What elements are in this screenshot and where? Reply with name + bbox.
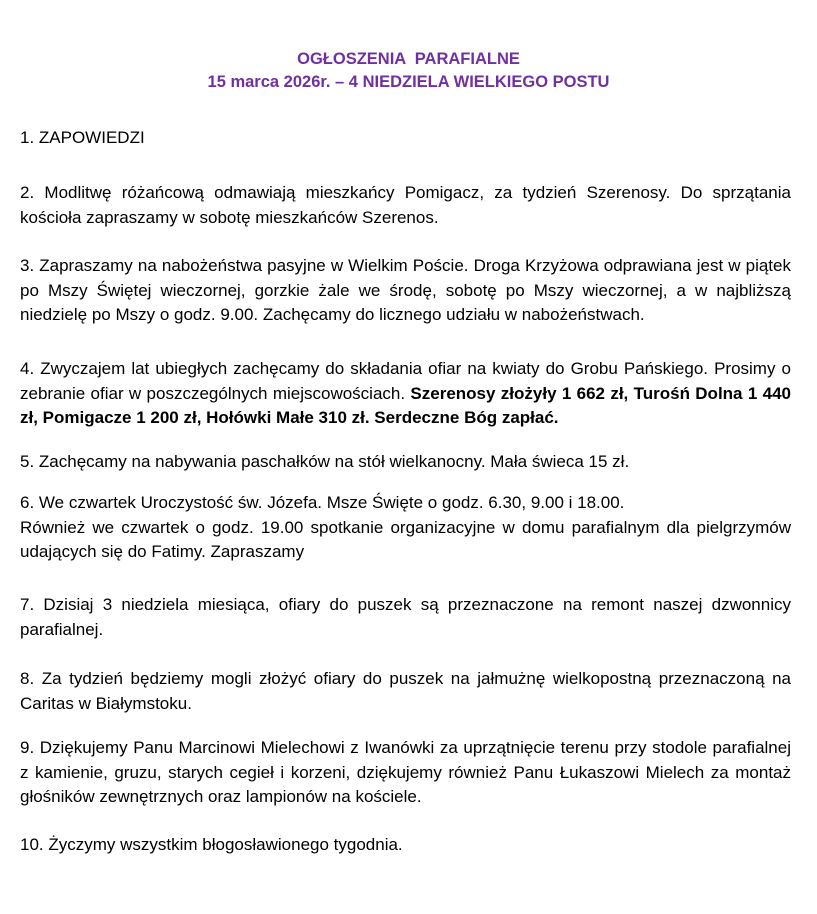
announcement-item-2: [20, 181, 791, 230]
announcement-text: 8. Za tydzień będziemy mogli złożyć ofiary do puszek na jałmużnę wielkopostną przeznaczoną na Caritas w Białymstoku.: [20, 669, 791, 713]
announcement-bold-text: Szerenosy złożyły 1 662 zł, Turośń Dolna 1 440 zł, Pomigacze 1 200 zł, Hołówki Małe 310 zł. Serdeczne Bóg zapłać.: [20, 383, 791, 427]
announcement-text: 10. Życzymy wszystkim błogosławionego tygodnia.: [20, 835, 403, 854]
announcement-text: 6. We czwartek Uroczystość św. Józefa. Msze Święte o godz. 6.30, 9.00 i 18.00.: [20, 493, 625, 512]
announcement-text: 3. Zapraszamy na nabożeństwa pasyjne w Wielkim Poście. Droga Krzyżowa odprawiana jest w piątek po Mszy Świętej wieczornej, gorzkie żale we środę, sobotę po Mszy wieczornej, a w najbliższą niedzielę po Mszy o godz. 9.00. Zachęcamy do licznego udziału w nabożeństwach.: [20, 256, 791, 324]
page-title: OGŁOSZENIA PARAFIALNE: [297, 50, 520, 68]
announcement-text: 1. ZAPOWIEDZI: [20, 128, 145, 147]
announcement-item-9: [20, 736, 791, 810]
announcements-header: [0, 48, 817, 94]
announcement-text: 7. Dzisiaj 3 niedziela miesiąca, ofiary do puszek są przeznaczone na remont naszej dzwonnicy parafialnej.: [20, 595, 791, 639]
page-subtitle: 15 marca 2026r. – 4 NIEDZIELA WIELKIEGO POSTU: [207, 73, 610, 91]
announcement-text-continued: Również we czwartek o godz. 19.00 spotkanie organizacyjne w domu parafialnym dla pielgrzymów udających się do Fatimy. Zapraszamy: [20, 517, 791, 561]
announcement-text: 2. Modlitwę różańcową odmawiają mieszkańcy Pomigacz, za tydzień Szerenosy. Do sprzątania kościoła zapraszamy w sobotę mieszkańców Szerenos.: [20, 183, 791, 227]
announcement-item-8: [20, 667, 791, 716]
announcement-item-10: [20, 833, 791, 858]
announcement-item-1: [20, 126, 791, 151]
announcement-text: 9. Dziękujemy Panu Marcinowi Mielechowi z Iwanówki za uprzątnięcie terenu przy stodole parafialnej z kamienie, gruzu, starych cegieł i korzeni, dziękujemy również Panu Łukaszowi Mielech za montaż głośników zewnętrznych oraz lampionów na kościele.: [20, 738, 791, 806]
announcement-item-6: [20, 491, 791, 565]
announcement-text: 4. Zwyczajem lat ubiegłych zachęcamy do składania ofiar na kwiaty do Grobu Pańskiego. Prosimy o zebranie ofiar w poszczególnych miejscowościach.: [20, 359, 791, 403]
announcement-item-3: [20, 254, 791, 328]
announcement-item-4: [20, 357, 791, 431]
announcement-item-5: [20, 450, 791, 475]
announcement-text: 5. Zachęcamy na nabywania paschałków na stół wielkanocny. Mała świeca 15 zł.: [20, 452, 630, 471]
announcement-item-7: [20, 593, 791, 642]
